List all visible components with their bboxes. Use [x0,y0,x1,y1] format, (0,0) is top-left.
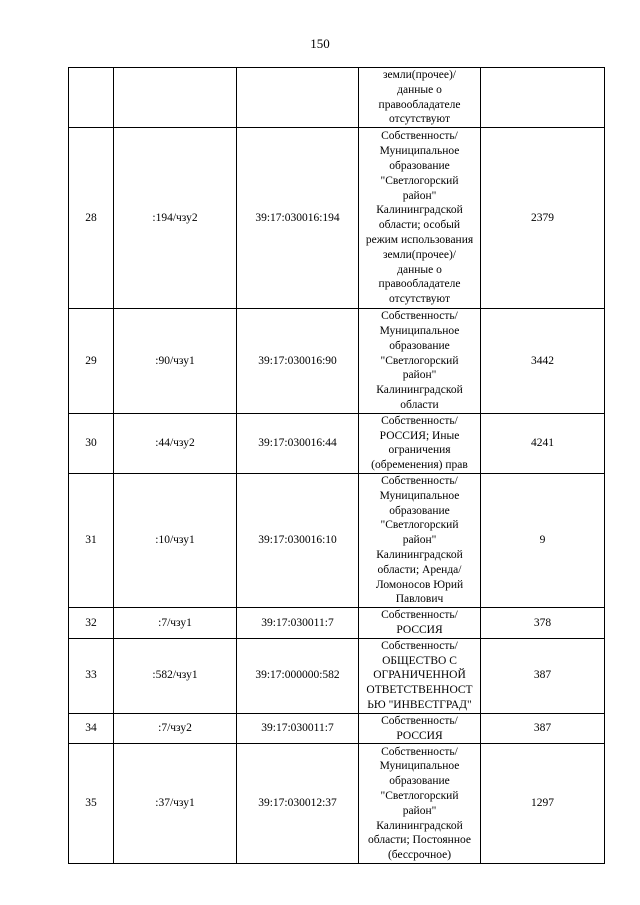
cadastral-number: 39:17:030012:37 [237,744,359,864]
row-number: 33 [69,638,114,713]
zone-designation: :10/чзу1 [114,473,237,607]
row-number: 31 [69,473,114,607]
area-value [481,68,605,128]
land-plots-table [68,67,605,864]
table-row [69,128,605,309]
rights-description: Собственность/ Муниципальное образование "Светлогорский район" Калининградской области; Аренда/ Ломоносов Юрий Павлович [359,473,481,607]
row-number: 29 [69,309,114,414]
table-row [69,473,605,607]
row-number [69,68,114,128]
table-row [69,713,605,744]
table-row [69,68,605,128]
cadastral-number: 39:17:030016:90 [237,309,359,414]
rights-description: земли(прочее)/ данные о правообладателе отсутствуют [359,68,481,128]
table-row [69,638,605,713]
row-number: 34 [69,713,114,744]
cadastral-number: 39:17:030016:194 [237,128,359,309]
rights-description: Собственность/ РОССИЯ [359,608,481,639]
area-value: 378 [481,608,605,639]
cadastral-number: 39:17:000000:582 [237,638,359,713]
area-value: 9 [481,473,605,607]
area-value: 4241 [481,413,605,473]
row-number: 30 [69,413,114,473]
cadastral-number: 39:17:030011:7 [237,713,359,744]
rights-description: Собственность/ РОССИЯ; Иные ограничения (обременения) прав [359,413,481,473]
area-value: 1297 [481,744,605,864]
area-value: 387 [481,638,605,713]
table-row [69,744,605,864]
zone-designation: :7/чзу2 [114,713,237,744]
zone-designation: :90/чзу1 [114,309,237,414]
cadastral-number: 39:17:030016:44 [237,413,359,473]
rights-description: Собственность/ РОССИЯ [359,713,481,744]
zone-designation: :7/чзу1 [114,608,237,639]
rights-description: Собственность/ Муниципальное образование "Светлогорский район" Калининградской области; Постоянное (бессрочное) [359,744,481,864]
rights-description: Собственность/ Муниципальное образование "Светлогорский район" Калининградской области; особый режим использования земли(прочее)/ данные о правообладателе отсутствуют [359,128,481,309]
table-row [69,608,605,639]
cadastral-number: 39:17:030011:7 [237,608,359,639]
area-value: 2379 [481,128,605,309]
zone-designation: :44/чзу2 [114,413,237,473]
zone-designation: :194/чзу2 [114,128,237,309]
row-number: 35 [69,744,114,864]
zone-designation [114,68,237,128]
area-value: 3442 [481,309,605,414]
row-number: 28 [69,128,114,309]
cadastral-number [237,68,359,128]
zone-designation: :582/чзу1 [114,638,237,713]
table-row [69,413,605,473]
table-row [69,309,605,414]
zone-designation: :37/чзу1 [114,744,237,864]
rights-description: Собственность/ Муниципальное образование "Светлогорский район" Калининградской области [359,309,481,414]
page-number: 150 [310,36,330,51]
rights-description: Собственность/ ОБЩЕСТВО С ОГРАНИЧЕННОЙ ОТВЕТСТВЕННОСТ ЬЮ "ИНВЕСТГРАД" [359,638,481,713]
row-number: 32 [69,608,114,639]
cadastral-number: 39:17:030016:10 [237,473,359,607]
area-value: 387 [481,713,605,744]
